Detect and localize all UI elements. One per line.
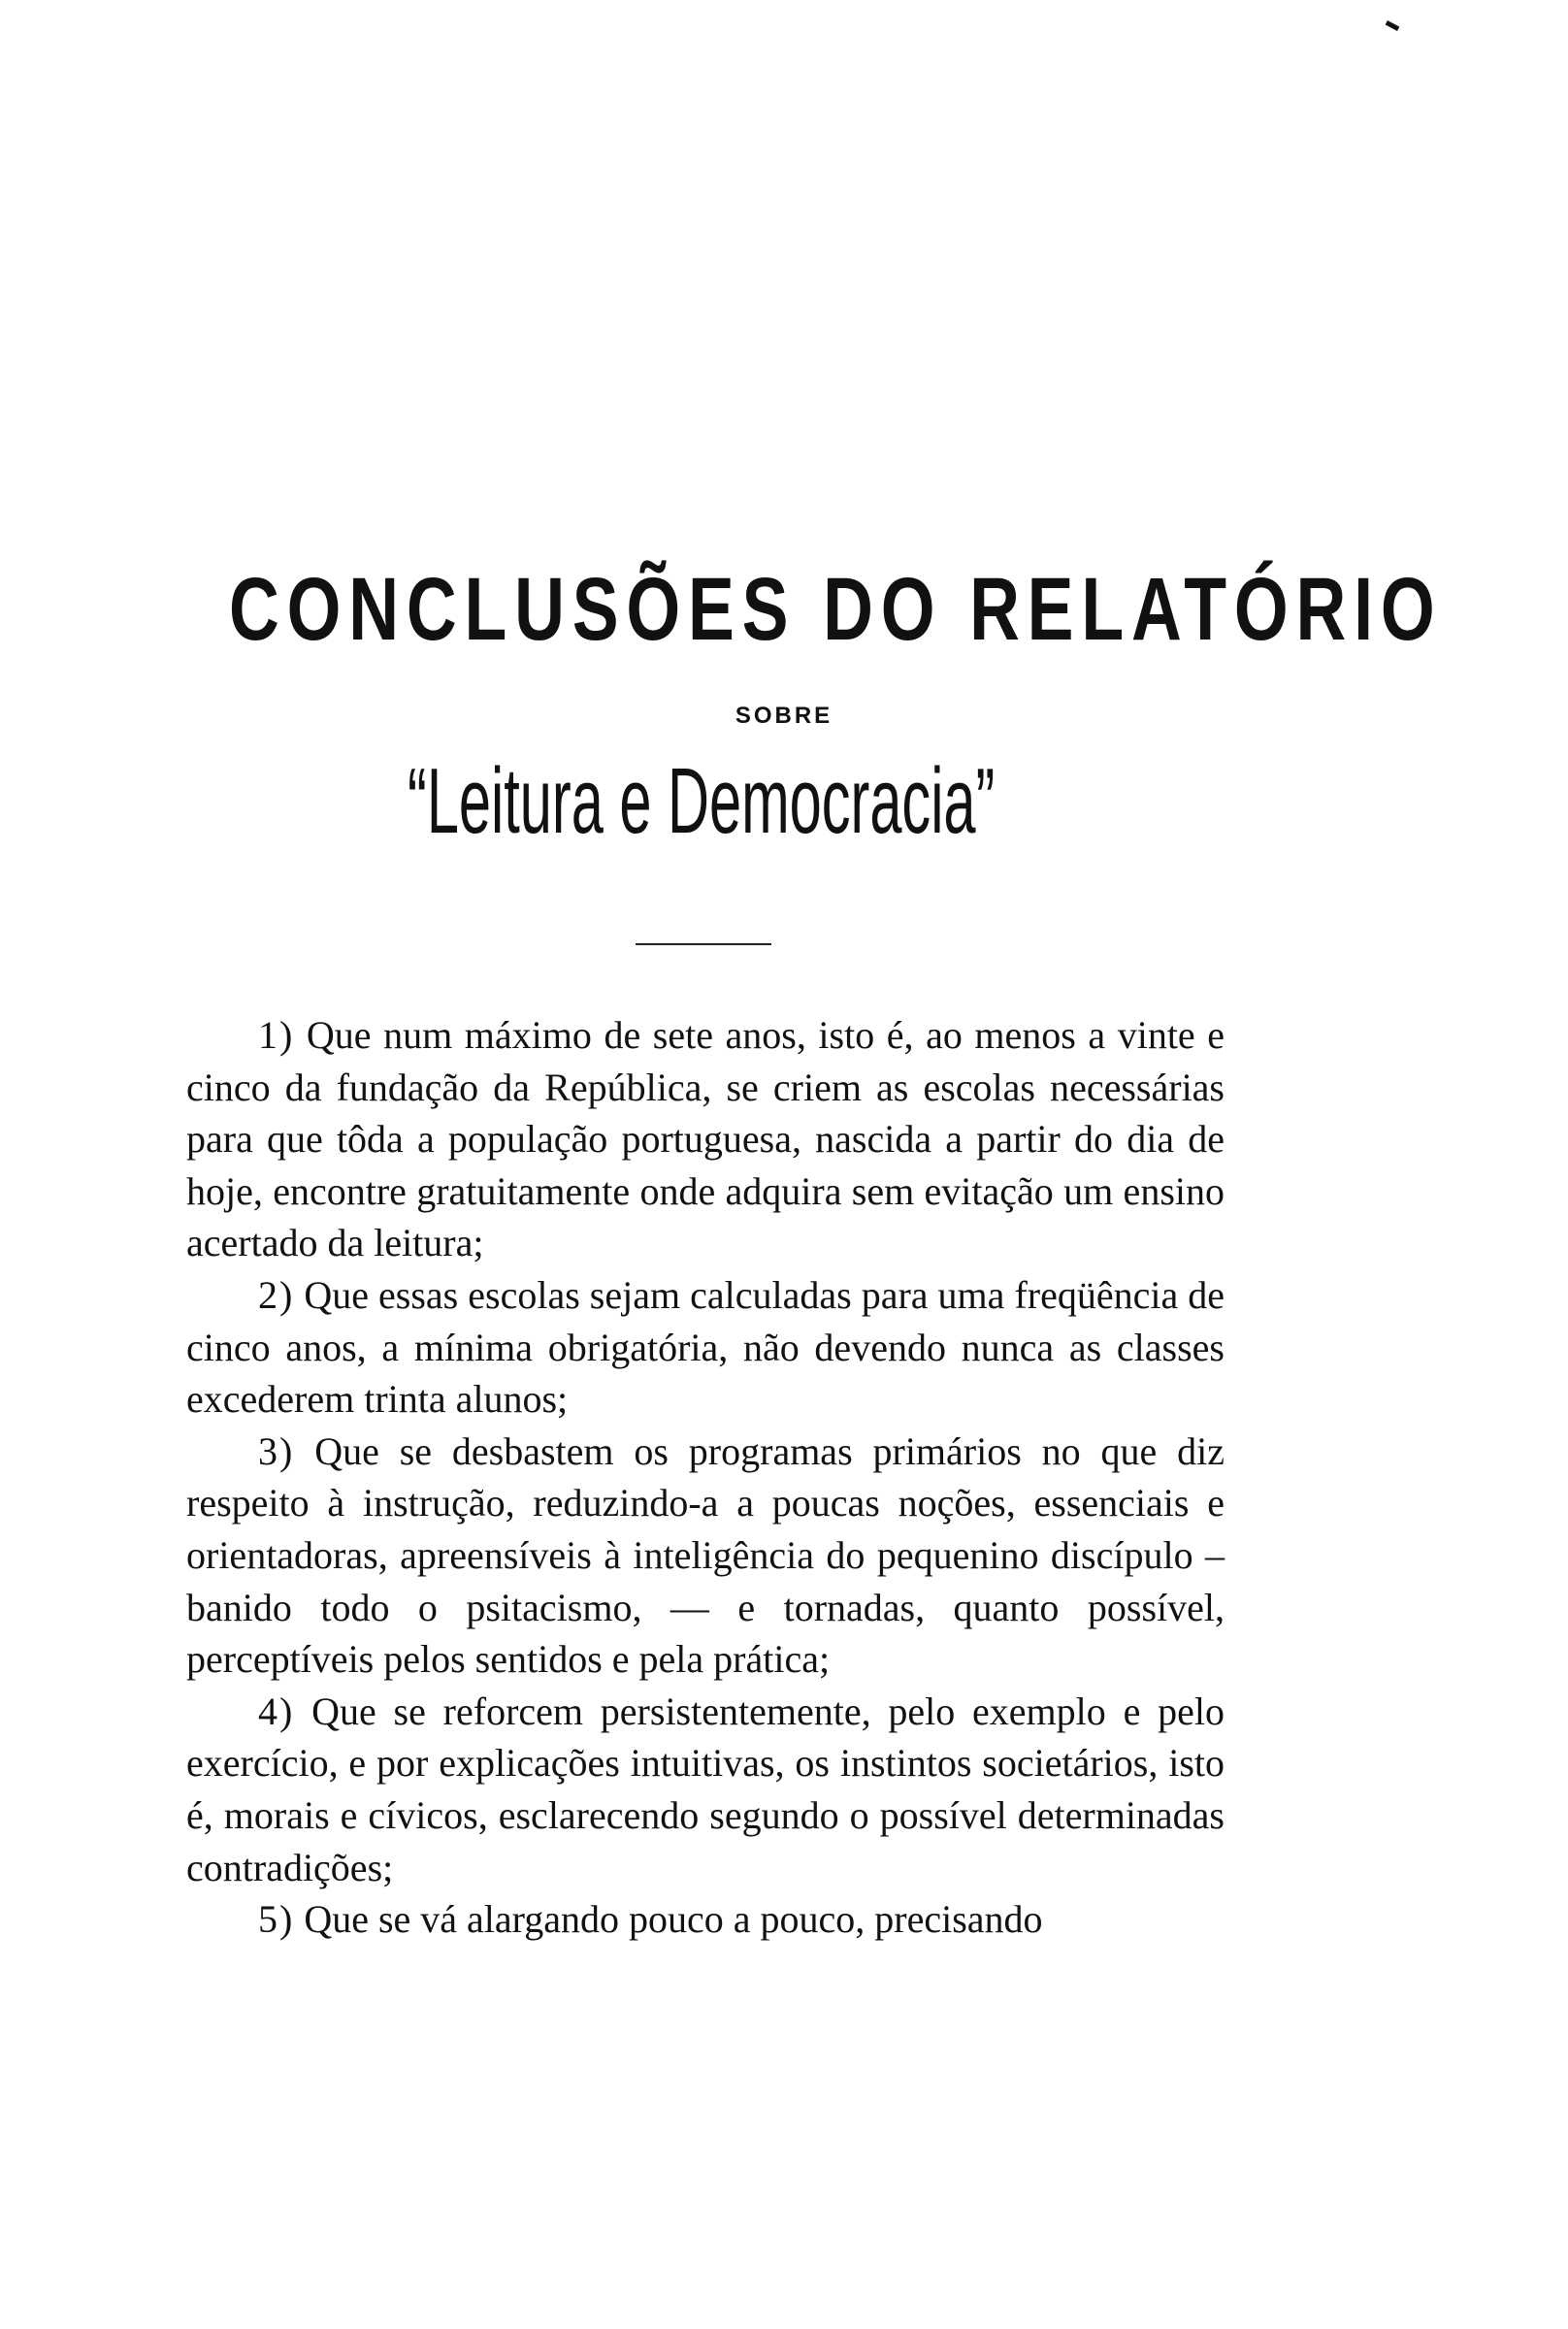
page-title: CONCLUSÕES DO RELATÓRIO xyxy=(229,560,1443,659)
item-text: Que num máximo de sete anos, isto é, ao menos a vinte e cinco da fundação da República, se criem as escolas necessárias para que tôda a população portuguesa, nascida a partir do dia de hoje, encontre gratuitamente onde adquira sem evitação um ensino acertado da leitura; xyxy=(186,1013,1225,1265)
conclusion-item-2 xyxy=(186,1269,1225,1426)
item-number: 2) xyxy=(258,1272,295,1317)
item-number: 1) xyxy=(258,1013,295,1057)
subtitle-heading: “Leitura e Democracia” xyxy=(408,749,996,853)
item-text: Que se vá alargando pouco a pouco, precisando xyxy=(304,1897,1043,1942)
title-divider xyxy=(636,943,771,945)
conclusions-list xyxy=(186,1009,1225,1946)
item-text: Que essas escolas sejam calculadas para uma freqüência de cinco anos, a mínima obrigatória, não devendo nunca as classes excederem trinta alunos; xyxy=(186,1272,1225,1422)
conclusion-item-3 xyxy=(186,1426,1225,1686)
corner-ink-mark xyxy=(1386,20,1400,31)
item-number: 4) xyxy=(258,1689,295,1733)
item-number: 5) xyxy=(258,1897,295,1942)
conclusion-item-5 xyxy=(186,1893,1225,1946)
subtitle-preposition: SOBRE xyxy=(735,703,833,729)
conclusion-item-4 xyxy=(186,1686,1225,1893)
conclusion-item-1 xyxy=(186,1009,1225,1269)
item-text: Que se desbastem os programas primários no que diz respeito à instrução, reduzindo-a a poucas noções, essenciais e orientadoras, apreensíveis à inteligência do pequenino discípulo – banido todo o psitacismo, — e tornadas, quanto possível, perceptíveis pelos sentidos e pela prática; xyxy=(186,1428,1225,1682)
item-text: Que se reforcem persistentemente, pelo exemplo e pelo exercício, e por explicações intuitivas, os instintos societários, isto é, morais e cívicos, esclarecendo segundo o possível determinadas contradições; xyxy=(186,1689,1225,1889)
item-number: 3) xyxy=(258,1428,295,1473)
